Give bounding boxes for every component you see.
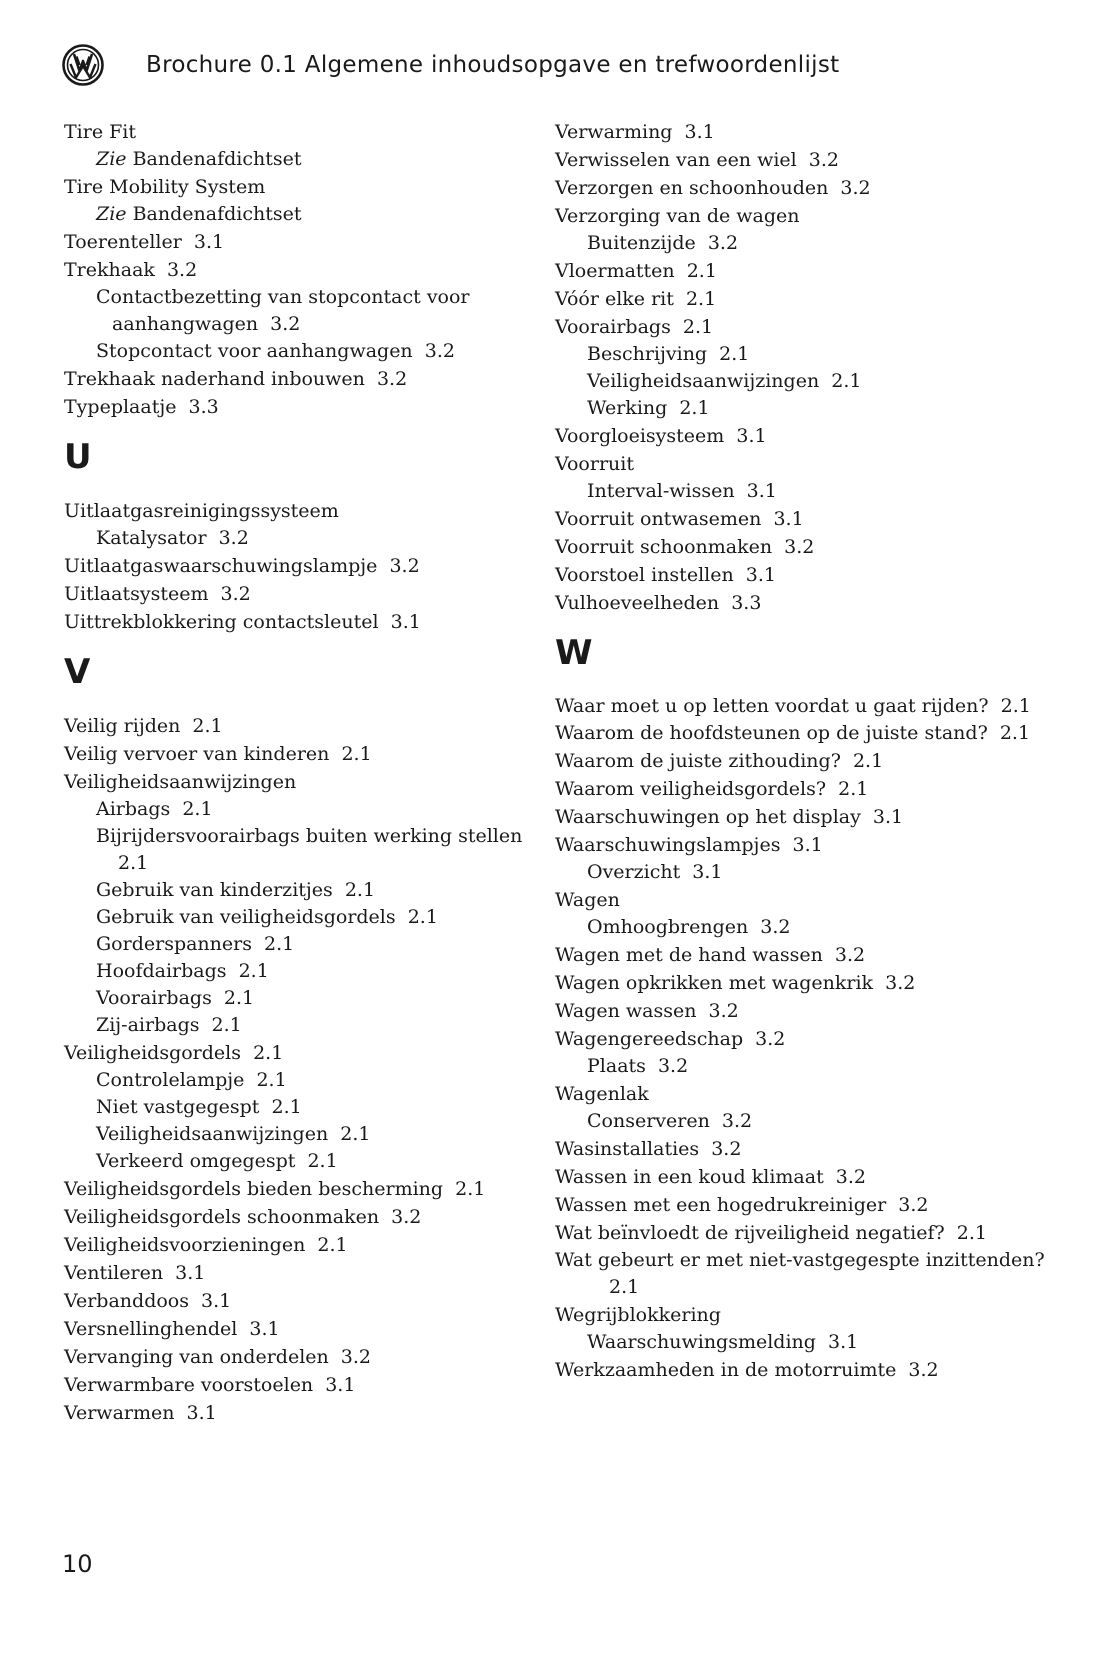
index-entry (555, 831, 1075, 859)
entry-text: Verkeerd omgegespt (96, 1150, 296, 1172)
brochure-reference: 3.2 (218, 527, 249, 549)
entry-text: Wat beïnvloedt de rijveiligheid negatief? (555, 1222, 945, 1244)
section-letter: V (64, 652, 91, 692)
entry-text: Waarom veiligheidsgordels? (555, 778, 827, 800)
entry-text: Veiligheidsaanwijzingen (587, 370, 820, 392)
entry-text: Typeplaatje (64, 396, 177, 418)
entry-text: Veiligheidsvoorzieningen (64, 1234, 306, 1256)
index-entry (64, 1371, 524, 1399)
entry-text: Vervanging van onderdelen (64, 1346, 329, 1368)
entry-text: Versnellinghendel (64, 1318, 238, 1340)
index-entry (64, 608, 524, 636)
index-entry (64, 118, 524, 146)
brochure-reference: 3.1 (186, 1402, 217, 1424)
brochure-reference: 3.2 (840, 177, 871, 199)
index-entry (64, 228, 524, 256)
brochure-reference: 2.1 (719, 343, 750, 365)
brochure-reference: 2.1 (182, 798, 213, 820)
entry-text: Voorstoel instellen (555, 564, 734, 586)
entry-text: Plaats (587, 1055, 646, 1077)
index-entry (64, 497, 524, 525)
brochure-reference: 3.2 (270, 313, 301, 335)
brochure-reference: 3.3 (188, 396, 219, 418)
index-subentry (555, 1053, 1075, 1080)
brochure-reference: 3.2 (721, 1110, 753, 1132)
index-subentry (64, 525, 524, 552)
index-entry (555, 146, 1075, 174)
brochure-reference: 2.1 (831, 370, 862, 392)
section-letter: U (64, 437, 92, 477)
brochure-reference: 3.2 (389, 555, 420, 577)
entry-text: Beschrijving (587, 343, 708, 365)
index-entry (64, 173, 524, 201)
index-subentry (64, 823, 524, 877)
brochure-reference: 3.1 (746, 480, 777, 502)
entry-text: Waar moet u op letten voordat u gaat rijden? (555, 695, 989, 717)
entry-text: Omhoogbrengen (587, 916, 749, 938)
index-subentry (64, 796, 524, 823)
entry-text: Tire Mobility System (64, 176, 266, 198)
index-entry (555, 803, 1075, 831)
brochure-reference: 3.1 (773, 508, 804, 530)
brochure-reference: 3.2 (898, 1194, 929, 1216)
index-entry (555, 1025, 1075, 1053)
brochure-reference: 2.1 (238, 960, 269, 982)
brochure-reference: 2.1 (271, 1096, 302, 1118)
brochure-reference: 3.1 (390, 611, 421, 633)
brochure-reference: 3.3 (731, 592, 762, 614)
entry-text: Voorruit (555, 453, 634, 475)
index-entry (64, 393, 524, 421)
entry-text: Tire Fit (64, 121, 137, 143)
brochure-reference: 2.1 (679, 397, 710, 419)
entry-text: Overzicht (587, 861, 681, 883)
entry-text: Hoofdairbags (96, 960, 227, 982)
page-header (62, 44, 839, 86)
index-entry (555, 1356, 1075, 1384)
entry-text: Gebruik van veiligheidsgordels (96, 906, 396, 928)
entry-text: Waarschuwingslampjes (555, 834, 781, 856)
index-entry (64, 1399, 524, 1427)
index-entry (555, 313, 1075, 341)
entry-text: Verzorging van de wagen (555, 205, 800, 227)
index-subentry (64, 958, 524, 985)
brochure-reference: 3.1 (792, 834, 823, 856)
entry-text: Wagenlak (555, 1083, 649, 1105)
index-entry (64, 1315, 524, 1343)
entry-text: Buitenzijde (587, 232, 696, 254)
brochure-reference: 2.1 (407, 906, 438, 928)
entry-text: Voorruit ontwasemen (555, 508, 762, 530)
brochure-reference: 3.1 (872, 806, 904, 828)
brochure-reference: 3.1 (193, 231, 225, 253)
brochure-reference: 2.1 (609, 1276, 640, 1298)
entry-text: Voorairbags (555, 316, 671, 338)
index-subentry (64, 1094, 524, 1121)
entry-text: Voorruit schoonmaken (555, 536, 773, 558)
index-entry (555, 1135, 1075, 1163)
entry-text: Bijrijdersvoorairbags buiten werking stellen (96, 825, 523, 847)
index-subentry (555, 1108, 1075, 1135)
entry-text: Wegrijblokkering (555, 1304, 721, 1326)
brochure-reference: 3.1 (736, 425, 767, 447)
index-subentry (64, 931, 524, 958)
entry-text: Wassen in een koud klimaat (555, 1166, 824, 1188)
brochure-reference: 2.1 (956, 1222, 987, 1244)
brochure-reference: 3.2 (908, 1359, 939, 1381)
index-entry (555, 561, 1075, 589)
index-entry (64, 712, 524, 740)
brochure-reference: 3.2 (808, 149, 840, 171)
brochure-reference: 3.1 (828, 1331, 859, 1353)
index-subentry (64, 877, 524, 904)
brochure-reference: 3.1 (692, 861, 723, 883)
brochure-reference: 2.1 (223, 987, 255, 1009)
index-entry (64, 580, 524, 608)
index-entry (555, 1219, 1075, 1247)
vw-logo-icon (62, 44, 104, 86)
entry-text: Wagen opkrikken met wagenkrik (555, 972, 874, 994)
index-entry (555, 202, 1075, 230)
index-entry (64, 1175, 524, 1203)
entry-text: Wassen met een hogedrukreiniger (555, 1194, 887, 1216)
brochure-reference: 3.2 (755, 1028, 786, 1050)
entry-text: Waarschuwingen op het display (555, 806, 861, 828)
brochure-reference: 3.2 (707, 232, 739, 254)
index-subentry (555, 914, 1075, 941)
index-column-left (64, 118, 524, 1427)
entry-text: Katalysator (96, 527, 207, 549)
entry-text: Wat gebeurt er met niet-vastgegespte inzittenden? (555, 1249, 1045, 1271)
entry-text: Vulhoeveelheden (555, 592, 720, 614)
entry-text: Wasinstallaties (555, 1138, 700, 1160)
index-entry (555, 533, 1075, 561)
index-entry (555, 422, 1075, 450)
index-subentry (64, 284, 524, 338)
index-entry (555, 1247, 1075, 1301)
index-entry (555, 589, 1075, 617)
index-subentry (64, 146, 524, 173)
entry-text: Veiligheidsgordels bieden bescherming (64, 1178, 444, 1200)
entry-text: Veiligheidsgordels (64, 1042, 242, 1064)
index-entry (64, 1259, 524, 1287)
brochure-reference: 3.2 (885, 972, 916, 994)
brochure-reference: 3.2 (220, 583, 251, 605)
entry-text: Veiligheidsaanwijzingen (96, 1123, 329, 1145)
brochure-reference: 3.1 (249, 1318, 280, 1340)
brochure-reference: 2.1 (852, 750, 884, 772)
page-title: Brochure 0.1 Algemene inhoudsopgave en trefwoordenlijst (146, 52, 840, 78)
entry-text: Verwarmen (64, 1402, 175, 1424)
index-subentry (555, 230, 1075, 257)
index-subentry (555, 368, 1075, 395)
index-entry (555, 997, 1075, 1025)
see-reference-label: Zie (96, 203, 127, 225)
index-subentry (555, 341, 1075, 368)
brochure-reference: 3.2 (708, 1000, 739, 1022)
index-entry (64, 365, 524, 393)
entry-text: Wagengereedschap (555, 1028, 744, 1050)
entry-text: Zij-airbags (96, 1014, 200, 1036)
index-entry (555, 1191, 1075, 1219)
brochure-reference: 2.1 (686, 260, 717, 282)
brochure-reference: 3.2 (166, 259, 198, 281)
entry-text: Wagen (555, 889, 620, 911)
brochure-reference: 3.1 (325, 1374, 356, 1396)
entry-text: Bandenafdichtset (132, 203, 302, 225)
index-subentry (555, 395, 1075, 422)
brochure-reference: 2.1 (685, 288, 717, 310)
brochure-reference: 3.2 (834, 944, 866, 966)
brochure-reference: 2.1 (682, 316, 714, 338)
index-entry (555, 886, 1075, 914)
index-entry (555, 118, 1075, 146)
index-entry (64, 552, 524, 580)
entry-text: Trekhaak (64, 259, 155, 281)
brochure-reference: 3.2 (424, 340, 455, 362)
entry-text: Verwarmbare voorstoelen (64, 1374, 314, 1396)
index-subentry (64, 1121, 524, 1148)
entry-text: Niet vastgegespt (96, 1096, 260, 1118)
entry-text: Gebruik van kinderzitjes (96, 879, 333, 901)
entry-text: Ventileren (64, 1262, 164, 1284)
index-subentry (64, 985, 524, 1012)
brochure-reference: 2.1 (838, 778, 869, 800)
entry-text: Uitlaatgaswaarschuwingslampje (64, 555, 378, 577)
entry-text: Veilig vervoer van kinderen (64, 743, 330, 765)
entry-text: Wagen wassen (555, 1000, 697, 1022)
entry-text: Verzorgen en schoonhouden (555, 177, 829, 199)
index-entry (555, 285, 1075, 313)
entry-text: Controlelampje (96, 1069, 245, 1091)
index-subentry (64, 338, 524, 365)
brochure-reference: 2.1 (307, 1150, 338, 1172)
index-entry (555, 1080, 1075, 1108)
entry-text: Gorderspanners (96, 933, 252, 955)
entry-text: Verbanddoos (64, 1290, 189, 1312)
brochure-reference: 3.2 (711, 1138, 742, 1160)
index-entry (555, 747, 1075, 775)
index-entry (555, 1163, 1075, 1191)
entry-text: Stopcontact voor aanhangwagen (96, 340, 413, 362)
brochure-reference: 2.1 (192, 715, 223, 737)
entry-text: Verwarming (555, 121, 673, 143)
entry-text: Waarom de juiste zithouding? (555, 750, 841, 772)
index-subentry (555, 478, 1075, 505)
index-subentry (64, 904, 524, 931)
index-subentry (64, 1012, 524, 1039)
brochure-reference: 2.1 (317, 1234, 348, 1256)
index-entry (555, 1301, 1075, 1329)
brochure-reference: 3.1 (201, 1290, 232, 1312)
brochure-reference: 3.1 (175, 1262, 206, 1284)
entry-text: Verwisselen van een wiel (555, 149, 797, 171)
brochure-reference: 3.2 (376, 368, 408, 390)
entry-text: Vloermatten (555, 260, 675, 282)
entry-text: Airbags (96, 798, 171, 820)
entry-text: Voorgloeisysteem (555, 425, 725, 447)
index-entry (555, 174, 1075, 202)
index-entry (64, 1231, 524, 1259)
brochure-reference: 2.1 (1000, 695, 1031, 717)
entry-text: Werkzaamheden in de motorruimte (555, 1359, 897, 1381)
brochure-reference: 2.1 (264, 933, 295, 955)
index-entry (64, 1287, 524, 1315)
entry-text: Conserveren (587, 1110, 710, 1132)
brochure-reference: 2.1 (256, 1069, 287, 1091)
index-subentry (64, 1148, 524, 1175)
index-subentry (555, 1329, 1075, 1356)
entry-text: Contactbezetting van stopcontact voor aanhangwagen (96, 286, 470, 335)
index-entry (555, 450, 1075, 478)
index-subentry (64, 1067, 524, 1094)
index-entry (64, 1203, 524, 1231)
brochure-reference: 2.1 (340, 1123, 371, 1145)
entry-text: Interval-wissen (587, 480, 735, 502)
index-entry (64, 1039, 524, 1067)
brochure-reference: 3.1 (684, 121, 715, 143)
brochure-reference: 2.1 (118, 852, 149, 874)
brochure-reference: 3.2 (760, 916, 791, 938)
entry-text: Toerenteller (64, 231, 182, 253)
brochure-reference: 2.1 (344, 879, 376, 901)
page-number: 10 (62, 1550, 93, 1578)
index-entry (555, 969, 1075, 997)
entry-text: Bandenafdichtset (132, 148, 302, 170)
index-entry (555, 941, 1075, 969)
entry-text: Wagen met de hand wassen (555, 944, 823, 966)
index-subentry (64, 201, 524, 228)
entry-text: Veiligheidsgordels schoonmaken (64, 1206, 380, 1228)
index-entry (64, 1343, 524, 1371)
brochure-reference: 2.1 (211, 1014, 242, 1036)
brochure-reference: 3.2 (340, 1346, 372, 1368)
entry-text: Veiligheidsaanwijzingen (64, 771, 297, 793)
see-reference-label: Zie (96, 148, 127, 170)
entry-text: Waarschuwingsmelding (587, 1331, 816, 1353)
entry-text: Uittrekblokkering contactsleutel (64, 611, 379, 633)
index-column-right (555, 118, 1075, 1384)
brochure-reference: 2.1 (341, 743, 372, 765)
entry-text: Waarom de hoofdsteunen op de juiste stand? (555, 722, 988, 744)
index-entry (64, 256, 524, 284)
brochure-reference: 2.1 (999, 722, 1031, 744)
index-entry (555, 505, 1075, 533)
entry-text: Werking (587, 397, 668, 419)
index-entry (555, 693, 1075, 720)
brochure-reference: 3.2 (784, 536, 815, 558)
brochure-reference: 3.2 (391, 1206, 422, 1228)
entry-text: Voorairbags (96, 987, 212, 1009)
brochure-reference: 2.1 (455, 1178, 486, 1200)
brochure-reference: 2.1 (253, 1042, 284, 1064)
entry-text: Uitlaatsysteem (64, 583, 209, 605)
brochure-reference: 3.1 (745, 564, 776, 586)
entry-text: Trekhaak naderhand inbouwen (64, 368, 365, 390)
index-entry (555, 257, 1075, 285)
index-entry (555, 720, 1075, 747)
index-subentry (555, 859, 1075, 886)
index-entry (64, 740, 524, 768)
section-letter: W (555, 633, 593, 673)
entry-text: Vóór elke rit (555, 288, 674, 310)
index-entry (64, 768, 524, 796)
brochure-reference: 3.2 (657, 1055, 689, 1077)
brochure-reference: 3.2 (835, 1166, 866, 1188)
entry-text: Uitlaatgasreinigingssysteem (64, 500, 339, 522)
index-entry (555, 775, 1075, 803)
entry-text: Veilig rijden (64, 715, 181, 737)
